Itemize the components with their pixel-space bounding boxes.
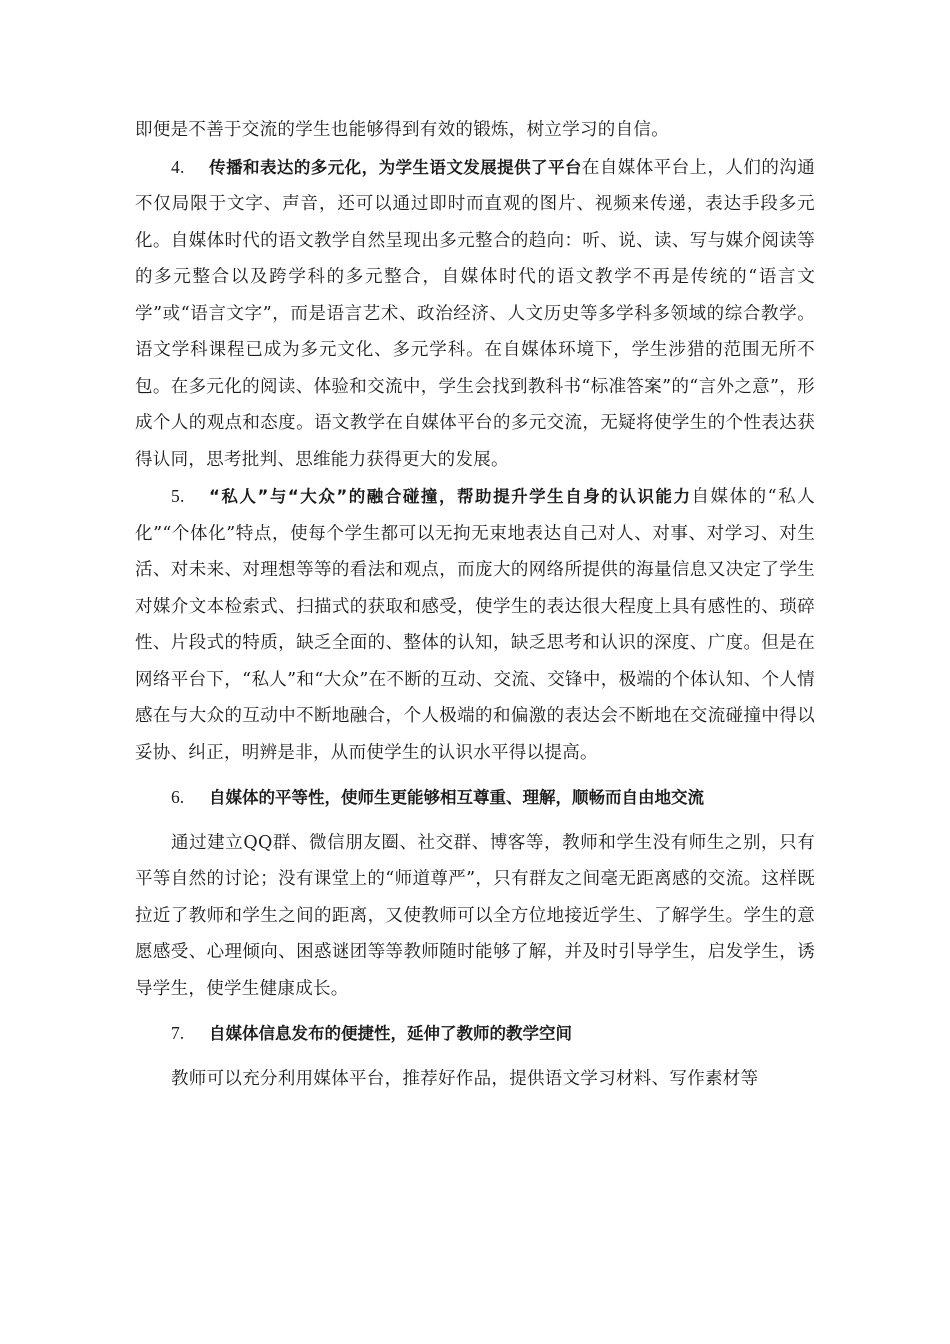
section-5-body: 自媒体的“私人化”“个体化”特点，使每个学生都可以无拘无束地表达自己对人、对事、对学习、对生活、对未来、对理想等等的看法和观点，而庞大的网络所提供的海量信息又决定了学生对媒介文本检索式、扫描式的获取和感受，使学生的表达很大程度上具有感性的、琐碎性、片段式的特质，缺乏全面的、整体的认知，缺乏思考和认识的深度、广度。但是在网络平台下，“私人”和“大众”在不断的互动、交流、交锋中，极端的个体认知、个人情感在与大众的互动中不断地融合，个人极端的和偏激的表达会不断地在交流碰撞中得以妥协、纠正，明辨是非，从而使学生的认识水平得以提高。 xyxy=(135,487,816,763)
section-5 xyxy=(135,478,815,771)
section-6-body: 通过建立QQ群、微信朋友圈、社交群、博客等，教师和学生没有师生之别，只有平等自然的讨论；没有课堂上的“师道尊严”，只有群友之间毫无距离感的交流。这样既拉近了教师和学生之间的距离，又使教师可以全方位地接近学生、了解学生。学生的意愿感受、心理倾向、困惑谜团等等教师随时能够了解，并及时引导学生，启发学生，诱导学生，使学生健康成长。 xyxy=(135,832,815,999)
document-page xyxy=(135,112,815,1097)
section-7-heading: 自媒体信息发布的便捷性，延伸了教师的教学空间 xyxy=(209,1024,572,1043)
section-4 xyxy=(135,149,815,479)
section-6-number: 6. xyxy=(171,787,185,807)
section-4-number: 4. xyxy=(171,156,185,177)
section-7-body: 教师可以充分利用媒体平台，推荐好作品，提供语文学习材料、写作素材等 xyxy=(171,1068,759,1089)
section-4-body: 在自媒体平台上，人们的沟通不仅局限于文字、声音，还可以通过即时而直观的图片、视频来传递，表达手段多元化。自媒体时代的语文教学自然呈现出多元整合的趋向：听、说、读、写与媒介阅读等的多元整合以及跨学科的多元整合，自媒体时代的语文教学不再是传统的“语言文学”或“语言文字”，而是语言艺术、政治经济、人文历史等多学科多领域的综合教学。语文学科课程已成为多元文化、多元学科。在自媒体环境下，学生涉猎的范围无所不包。在多元化的阅读、体验和交流中，学生会找到教科书“标准答案”的“言外之意”，形成个人的观点和态度。语文教学在自媒体平台的多元交流，无疑将使学生的个性表达获得认同，思考批判、思维能力获得更大的发展。 xyxy=(135,157,815,470)
paragraph-continuation: 即便是不善于交流的学生也能够得到有效的锻炼，树立学习的自信。 xyxy=(135,120,669,140)
section-5-heading: “私人”与“大众”的融合碰撞，帮助提升学生自身的认识能力 xyxy=(209,487,692,506)
section-6-heading: 自媒体的平等性，使师生更能够相互尊重、理解，顺畅而自由地交流 xyxy=(209,788,704,807)
section-5-number: 5. xyxy=(171,486,185,506)
section-7-number: 7. xyxy=(171,1023,185,1043)
section-7-title xyxy=(135,1015,815,1053)
section-6-title xyxy=(135,779,815,817)
section-4-heading: 传播和表达的多元化，为学生语文发展提供了平台 xyxy=(209,157,582,177)
